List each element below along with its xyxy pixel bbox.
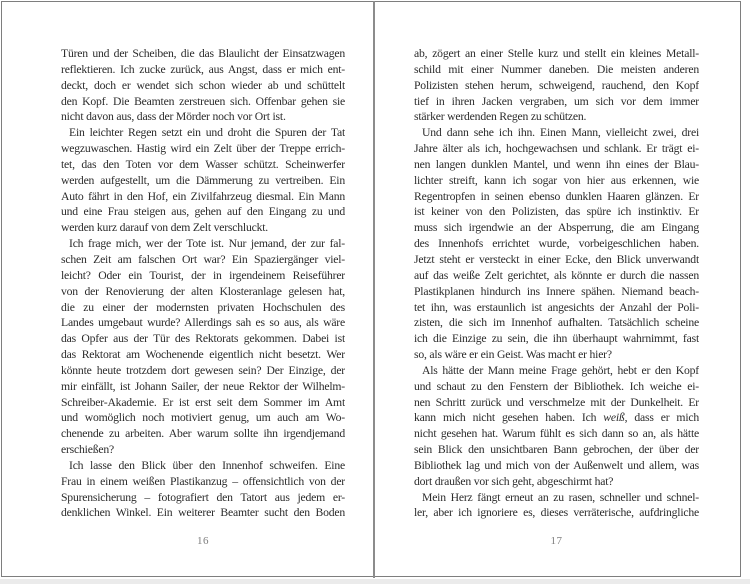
text-line: Ein leichter Regen setzt ein und droht die Spuren der Tat xyxy=(69,126,345,140)
text-line: chenende zu arbeiten. Aber warum sollte ihn irgendjemand xyxy=(61,427,345,441)
text-line: Plastikplanen hindurch ins Innere spähen. Niemand beach- xyxy=(414,284,699,298)
text-line: Frau in einem weißen Plastikanzug – offensichtlich von der xyxy=(61,474,345,488)
text-line: Jetzt steht er versteckt in einer Ecke, den Blick unverwandt xyxy=(414,252,699,266)
text-line: schild mit einer Nummer daneben. Die meisten anderen xyxy=(414,62,699,76)
text-line: Bibliothek lag und mich von der Außenwelt und allem, was xyxy=(414,458,699,472)
text-line: den Kopf. Die Beamten zerstreuen sich. Offenbar gehen sie xyxy=(61,94,345,108)
text-line: ab, zögert an einer Stelle kurz und stellt ein kleines Metall- xyxy=(414,47,699,60)
text-line: Und dann sehe ich ihn. Einen Mann, vielleicht zwei, drei xyxy=(422,126,699,140)
page-frame xyxy=(1,1,741,577)
text-line: ler, aber ich ignoriere es, dieses verräterische, aufdringliche xyxy=(414,506,699,520)
text-line: und eine Frau steigen aus, gehen auf den Eingang zu und xyxy=(61,205,345,219)
text-line: Jahre älter als ich, hochgewachsen und schlank. Er trägt ei- xyxy=(414,142,699,156)
text-line: erschießen? xyxy=(61,443,114,457)
text-line: ist keiner von den Polizisten, das spüre ich instinktiv. Er xyxy=(414,205,699,219)
text-line: das Opfer aus der Tür des Rektorats gekommen. Dabei ist xyxy=(61,332,345,346)
text-line: Spurensicherung – fotografiert den Tatort aus jedem er- xyxy=(61,490,345,504)
text-line: dort draußen vor sich geht, abgeschirmt hat? xyxy=(414,474,614,488)
text-line: tet ihn, was erstaunlich ist angesichts der Anzahl der Poli- xyxy=(414,300,699,314)
text-line: schen Zeit am falschen Ort war? Ein Spaziergänger viel- xyxy=(61,252,345,266)
text-line: sein Blick den unsichtbaren Bann gebrochen, der über der xyxy=(414,443,699,457)
text-line: auf das weiße Zelt gerichtet, als könnte er durch die nassen xyxy=(414,268,699,282)
text-line: das Rektorat am Wochenende eigentlich nicht besetzt. Wer xyxy=(61,348,345,362)
text-line: ich die Einzige zu sein, die ihn überhaupt wahrnimmt, fast xyxy=(414,332,699,346)
text-line: deckt, doch er wendet sich schon wieder ab und schüttelt xyxy=(61,78,345,92)
text-line: von der Renovierung der alten Klosteranlage gelesen hat, xyxy=(61,284,345,298)
page-right-text xyxy=(414,46,699,521)
text-line: und womöglich noch motiviert genug, um auch am Wo- xyxy=(61,411,345,425)
text-line: Schreiber-Akademie. Er ist erst seit dem Sommer im Amt xyxy=(61,395,345,409)
text-line: wegzuwaschen. Hastig wird ein Zelt über der Treppe errich- xyxy=(61,142,345,156)
page-gutter-divider xyxy=(373,1,375,578)
text-line: tet, das den Toten vor dem Wasser schützt. Scheinwerfer xyxy=(61,157,345,171)
text-line: zisten, die sich im Innenhof aufhalten. Tatsächlich scheine xyxy=(414,316,699,330)
page-number-left: 16 xyxy=(197,535,209,547)
text-line: reflektieren. Ich zucke zurück, aus Angst, dass er mich ent- xyxy=(61,62,345,76)
text-line: Landes umgebaut wurde? Allerdings sah es so aus, als wäre xyxy=(61,316,345,330)
text-line: Regentropfen in seinen ebenso dunklen Haaren glänzen. Er xyxy=(414,189,699,203)
text-line: so, als wäre er ein Geist. Was macht er hier? xyxy=(414,348,612,362)
text-line: Als hätte der Mann meine Frage gehört, hebt er den Kopf xyxy=(422,363,699,377)
text-line: und schaut zu den Fenstern der Bibliothek. Ich weiche ei- xyxy=(414,379,699,393)
text-line: stärker werdenden Regen zu schützen. xyxy=(414,110,587,124)
text-line: des Innenhofs errichtet wurde, vorbeigeschlichen haben. xyxy=(414,237,699,251)
text-line: tief in ihren Jacken vergraben, um sich vor dem immer xyxy=(414,94,699,108)
text-line: Türen und der Scheiben, die das Blaulicht der Einsatzwagen xyxy=(61,47,345,60)
text-line: nicht gesehen hat. Warum fühlt es sich dann so an, als hätte xyxy=(414,427,699,441)
text-line: Ich frage mich, wer der Tote ist. Nur jemand, der zur fal- xyxy=(69,237,345,251)
text-line: leicht? Oder ein Tourist, der in irgendeinem Reiseführer xyxy=(61,268,345,282)
text-line: Auto fährt in den Hof, ein Zivilfahrzeug diesmal. Ein Mann xyxy=(61,189,345,203)
bottom-edge-strip xyxy=(0,579,750,584)
text-line: die zu einer der modernsten privaten Hochschulen des xyxy=(61,300,345,314)
text-line: könnte heute trotzdem dort gewesen sein? Der Einzige, der xyxy=(61,363,345,377)
text-line: kann mich nicht gesehen haben. Ich weiß, dass er mich xyxy=(414,411,699,425)
text-line: lichter streift, kann ich sogar von hier aus erkennen, wie xyxy=(414,173,699,187)
text-line: nen langen dunklen Mantel, und wenn ihn eines der Blau- xyxy=(414,157,699,171)
text-line: werden aufgestellt, um die Dämmerung zu vertreiben. Ein xyxy=(61,173,345,187)
page-number-right: 17 xyxy=(550,535,563,547)
text-line: mir einfällt, ist Johann Sailer, der neue Rektor der Wilhelm- xyxy=(61,379,345,393)
text-line: denklichen Winkel. Ein weiterer Beamter sucht den Boden xyxy=(61,506,345,520)
text-line: Ich lasse den Blick über den Innenhof schweifen. Eine xyxy=(69,458,345,472)
text-line: muss sich irgendwie an der Absperrung, die am Eingang xyxy=(414,221,699,235)
text-line: Polizisten stehen herum, schweigend, rauchend, den Kopf xyxy=(414,78,699,92)
text-line: nen Schritt zurück und verschmelze mit der Dunkelheit. Er xyxy=(414,395,699,409)
text-line: Mein Herz fängt erneut an zu rasen, schneller und schnel- xyxy=(422,490,699,504)
page-left-text xyxy=(61,46,345,521)
text-line: nicht davon aus, dass der Mörder noch vor Ort ist. xyxy=(61,110,286,124)
text-line: werden kurz darauf von dem Zelt verschluckt. xyxy=(61,221,269,235)
